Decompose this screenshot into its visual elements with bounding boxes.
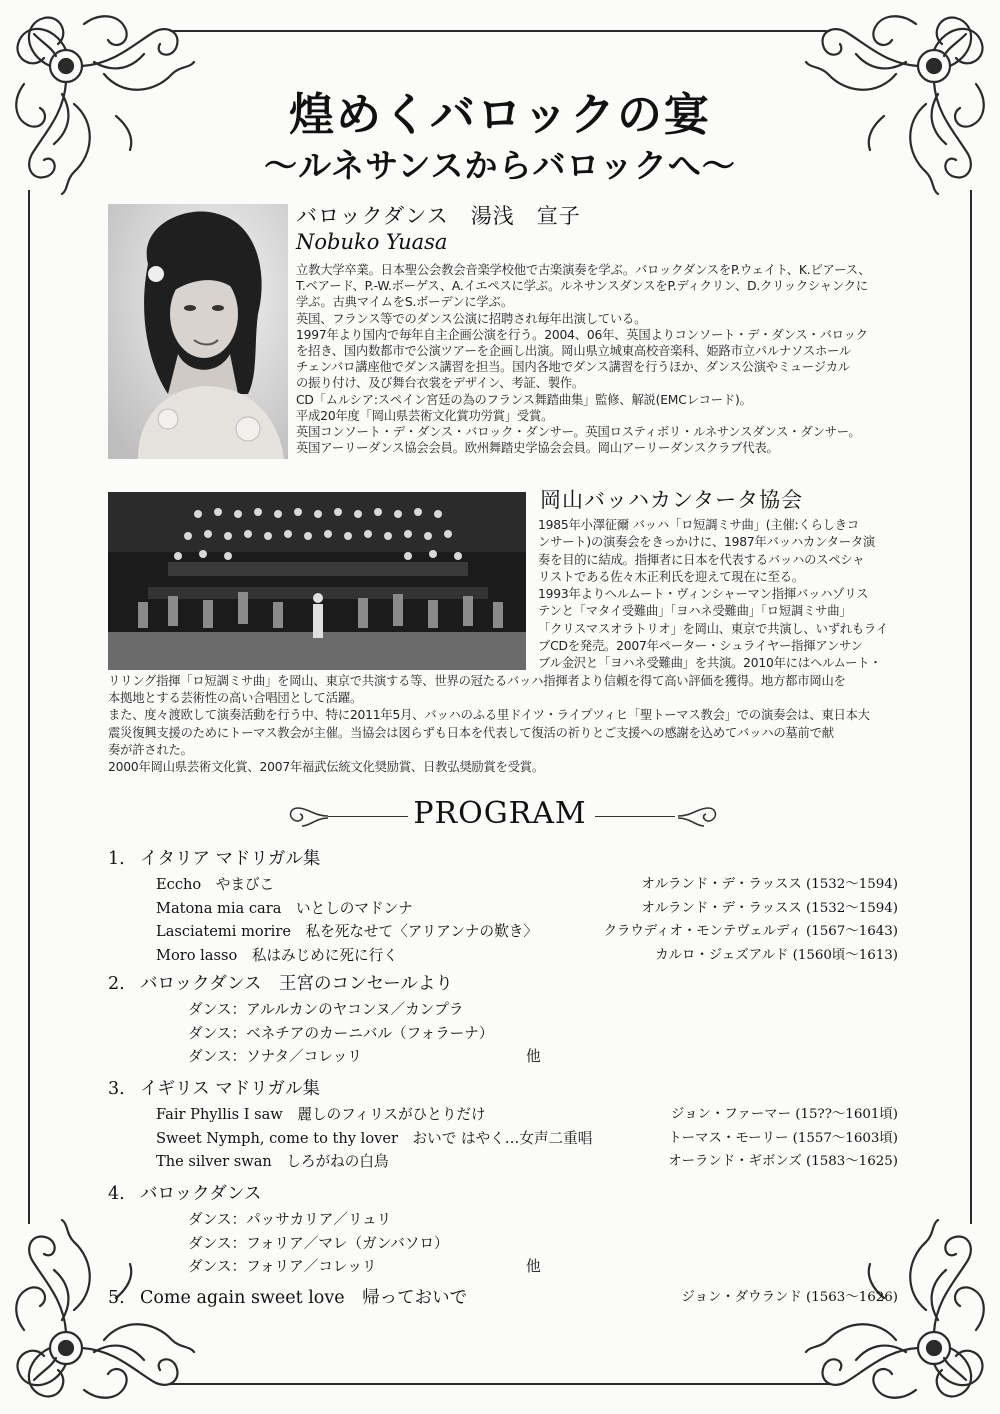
scroll-flourish-right-icon — [676, 802, 722, 832]
program-section-title — [108, 1180, 898, 1208]
program-section-2 — [108, 970, 898, 1069]
choir-line: 1993年よりヘルムート・ヴィンシャーマン指揮バッハゾリス — [538, 587, 869, 602]
choir-line: また、度々渡欧して演奏活動を行う中、特に2011年5月、バッハのふる里ドイツ・ライプツィヒ「聖トーマス教会」での演奏会は、東日本大 — [108, 708, 870, 723]
bio-line: 平成20年度「岡山県芸術文化賞功労賞」受賞。 — [296, 408, 554, 423]
composer: オルランド・デ・ラッスス (1532〜1594) — [641, 877, 898, 892]
choir-line: 2000年岡山県芸術文化賞、2007年福武伝統文化奨励賞、日教弘奨励賞を受賞。 — [108, 760, 544, 775]
section-title-text: Come again sweet love 帰っておいで — [140, 1288, 468, 1308]
section-number: 5. — [108, 1288, 125, 1308]
program-section-title — [108, 1075, 898, 1103]
program-item — [108, 1255, 898, 1279]
choir-line: 奏を目的に結成。指揮者に日本を代表するバッハのスペシャ — [538, 552, 865, 567]
section-title-text: バロックダンス 王宮のコンセールより — [140, 974, 453, 994]
section-number: 3. — [108, 1079, 125, 1099]
bio-line: CD「ムルシア:スペイン宮廷の為のフランス舞踏曲集」監修、解説(EMCレコード)。 — [296, 392, 752, 407]
section-number: 4. — [108, 1184, 125, 1204]
choir-line: リリング指揮「ロ短調ミサ曲」を岡山、東京で共演する等、世界の冠たるバッハ指揮者より信頼を得て高い評価を獲得。地方都市岡山を — [108, 673, 846, 688]
program-item — [108, 1045, 898, 1069]
choir-line: リストである佐々木正利氏を迎えて現在に至る。 — [538, 569, 804, 584]
work-title: Eccho やまびこ — [156, 876, 275, 893]
section-title-text: イタリア マドリガル集 — [140, 849, 321, 869]
program-heading: PROGRAM — [413, 796, 587, 831]
dance-title: ダンス：パッサカリア／リュリ — [188, 1211, 392, 1228]
program-item — [108, 944, 898, 968]
choir-line: 本拠地とする芸術性の高い合唱団として活躍。 — [108, 690, 363, 705]
dancer-name-english: Nobuko Yuasa — [296, 230, 448, 254]
composer: カルロ・ジェズアルド (1560頃〜1613) — [655, 947, 898, 963]
choir-name: 岡山バッハカンタータ協会 — [540, 488, 804, 512]
composer: クラウディオ・モンテヴェルディ (1567〜1643) — [603, 924, 898, 939]
choir-line: 奏が許された。 — [108, 742, 193, 757]
composer: ジョン・ファーマー (15??〜1601頃) — [671, 1107, 898, 1122]
etc-label: 他 — [526, 1048, 541, 1065]
choir-line: ンサート)の演奏会をきっかけに、1987年バッハカンタータ演 — [538, 535, 876, 550]
choir-line: ブCDを発売。2007年ペーター・シュライヤー指揮アンサン — [538, 639, 863, 654]
program-section-5 — [108, 1284, 898, 1312]
program-section-title — [108, 1284, 898, 1312]
bio-line: 英国コンソート・デ・ダンス・バロック・ダンサー。英国ロスティボリ・ルネサンスダンス・ダンサー。 — [296, 425, 861, 440]
section-title-text: イギリス マドリガル集 — [140, 1079, 321, 1099]
program-section-title — [108, 970, 898, 998]
program-section-4 — [108, 1180, 898, 1279]
program-item — [108, 1208, 898, 1232]
program-item — [108, 1103, 898, 1127]
work-title: Lasciatemi morire 私を死なせて〈アリアンナの歎き〉 — [156, 923, 538, 940]
choir-line: テンと「マタイ受難曲」「ヨハネ受難曲」「ロ短調ミサ曲」 — [538, 604, 852, 619]
dance-title: ダンス：フォリア／マレ（ガンバソロ） — [188, 1234, 449, 1252]
section-number: 2. — [108, 974, 125, 994]
choir-line: 「クリスマスオラトリオ」を岡山、東京で共演し、いずれもライ — [538, 621, 888, 636]
work-title: The silver swan しろがねの白鳥 — [156, 1153, 389, 1170]
dance-title: ダンス：フォリア／コレッリ — [188, 1258, 377, 1275]
bio-line: チェンバロ講座他でダンス講習を担当。国内各地でダンス講習を行うほか、ダンス公演やミュージカル — [296, 360, 850, 375]
composer: ジョン・ダウランド (1563〜1626) — [681, 1290, 898, 1305]
dance-title: ダンス：アルルカンのヤコンヌ／カンプラ — [188, 1001, 464, 1018]
work-title: Fair Phyllis I saw 麗しのフィリスがひとりだけ — [156, 1106, 486, 1123]
program-rule-right — [595, 816, 675, 817]
composer: トーマス・モーリー (1557〜1603頃) — [668, 1130, 898, 1146]
program-item — [108, 1022, 898, 1046]
page-title: 煌めくバロックの宴 — [288, 88, 712, 141]
choir-line: 震災復興支援のためにトーマス教会が主催。当協会は図らずも日本を代表して復活の祈りとご支援への感謝を込めてバッハの墓前で献 — [108, 725, 834, 740]
dancer-bio — [296, 262, 916, 456]
dancer-name: バロックダンス 湯浅 宣子 — [296, 204, 581, 228]
program-section-1 — [108, 845, 898, 967]
page-subtitle: 〜ルネサンスからバロックへ〜 — [264, 146, 736, 185]
bio-line: 1997年より国内で毎年自主企画公演を行う。2004、06年、英国よりコンソート・デ・ダンス・バロック — [296, 327, 868, 342]
composer: オルランド・デ・ラッスス (1532〜1594) — [641, 900, 898, 916]
border-left — [28, 190, 30, 1224]
bio-line: 英国、フランス等でのダンス公演に招聘され毎年出演している。 — [296, 311, 647, 326]
choir-description — [108, 517, 908, 776]
section-title-text: バロックダンス — [140, 1184, 262, 1204]
border-bottom — [170, 1383, 830, 1385]
program-item — [108, 998, 898, 1022]
section-number: 1. — [108, 849, 125, 869]
work-title: Matona mia cara いとしのマドンナ — [156, 899, 413, 917]
work-title: Sweet Nymph, come to thy lover おいで はやく…女声二重唱 — [156, 1129, 593, 1147]
program-item — [108, 1150, 898, 1174]
etc-label: 他 — [526, 1258, 541, 1275]
bio-line: の振り付け、及び舞台衣裳をデザイン、考証、製作。 — [296, 376, 584, 391]
bio-line: T.ベアード、P.-W.ボーゲス、A.イエペスに学ぶ。ルネサンスダンスをP.ディクリン、D.クリックシャンクに — [296, 279, 868, 294]
bio-line: 立教大学卒業。日本聖公会教会音楽学校他で古楽演奏を学ぶ。バロックダンスをP.ウェイト、K.ピアース、 — [296, 263, 871, 277]
composer: オーランド・ギボンズ (1583〜1625) — [668, 1154, 898, 1169]
bio-line: 学ぶ。古典マイムをS.ボーデンに学ぶ。 — [296, 295, 513, 310]
program-item — [108, 1127, 898, 1151]
dance-title: ダンス：ベネチアのカーニバル（フォラーナ） — [188, 1024, 494, 1042]
choir-line: 1985年小澤征爾 バッハ「ロ短調ミサ曲」(主催:くらしきコ — [538, 518, 859, 532]
bio-line: を招き、国内数都市で公演ツアーを企画し出演。岡山県立城東高校音楽科、姫路市立パルナソスホール — [296, 344, 851, 359]
choir-line: ブル金沢と「ヨハネ受難曲」を共演。2010年にはヘルムート・ — [538, 656, 882, 671]
portrait-photo — [108, 204, 288, 459]
program-section-title — [108, 845, 898, 873]
border-right — [970, 190, 972, 1224]
border-top — [170, 30, 830, 32]
program-item — [108, 897, 898, 921]
program-section-3 — [108, 1075, 898, 1174]
work-title: Moro lasso 私はみじめに死に行く — [156, 946, 398, 964]
program-item — [108, 1232, 898, 1256]
program-item — [108, 920, 898, 944]
program-item — [108, 873, 898, 897]
dance-title: ダンス：ソナタ／コレッリ — [188, 1048, 362, 1065]
bio-line: 英国アーリーダンス協会会員。欧州舞踏史学協会会員。岡山アーリーダンスクラブ代表。 — [296, 441, 779, 456]
